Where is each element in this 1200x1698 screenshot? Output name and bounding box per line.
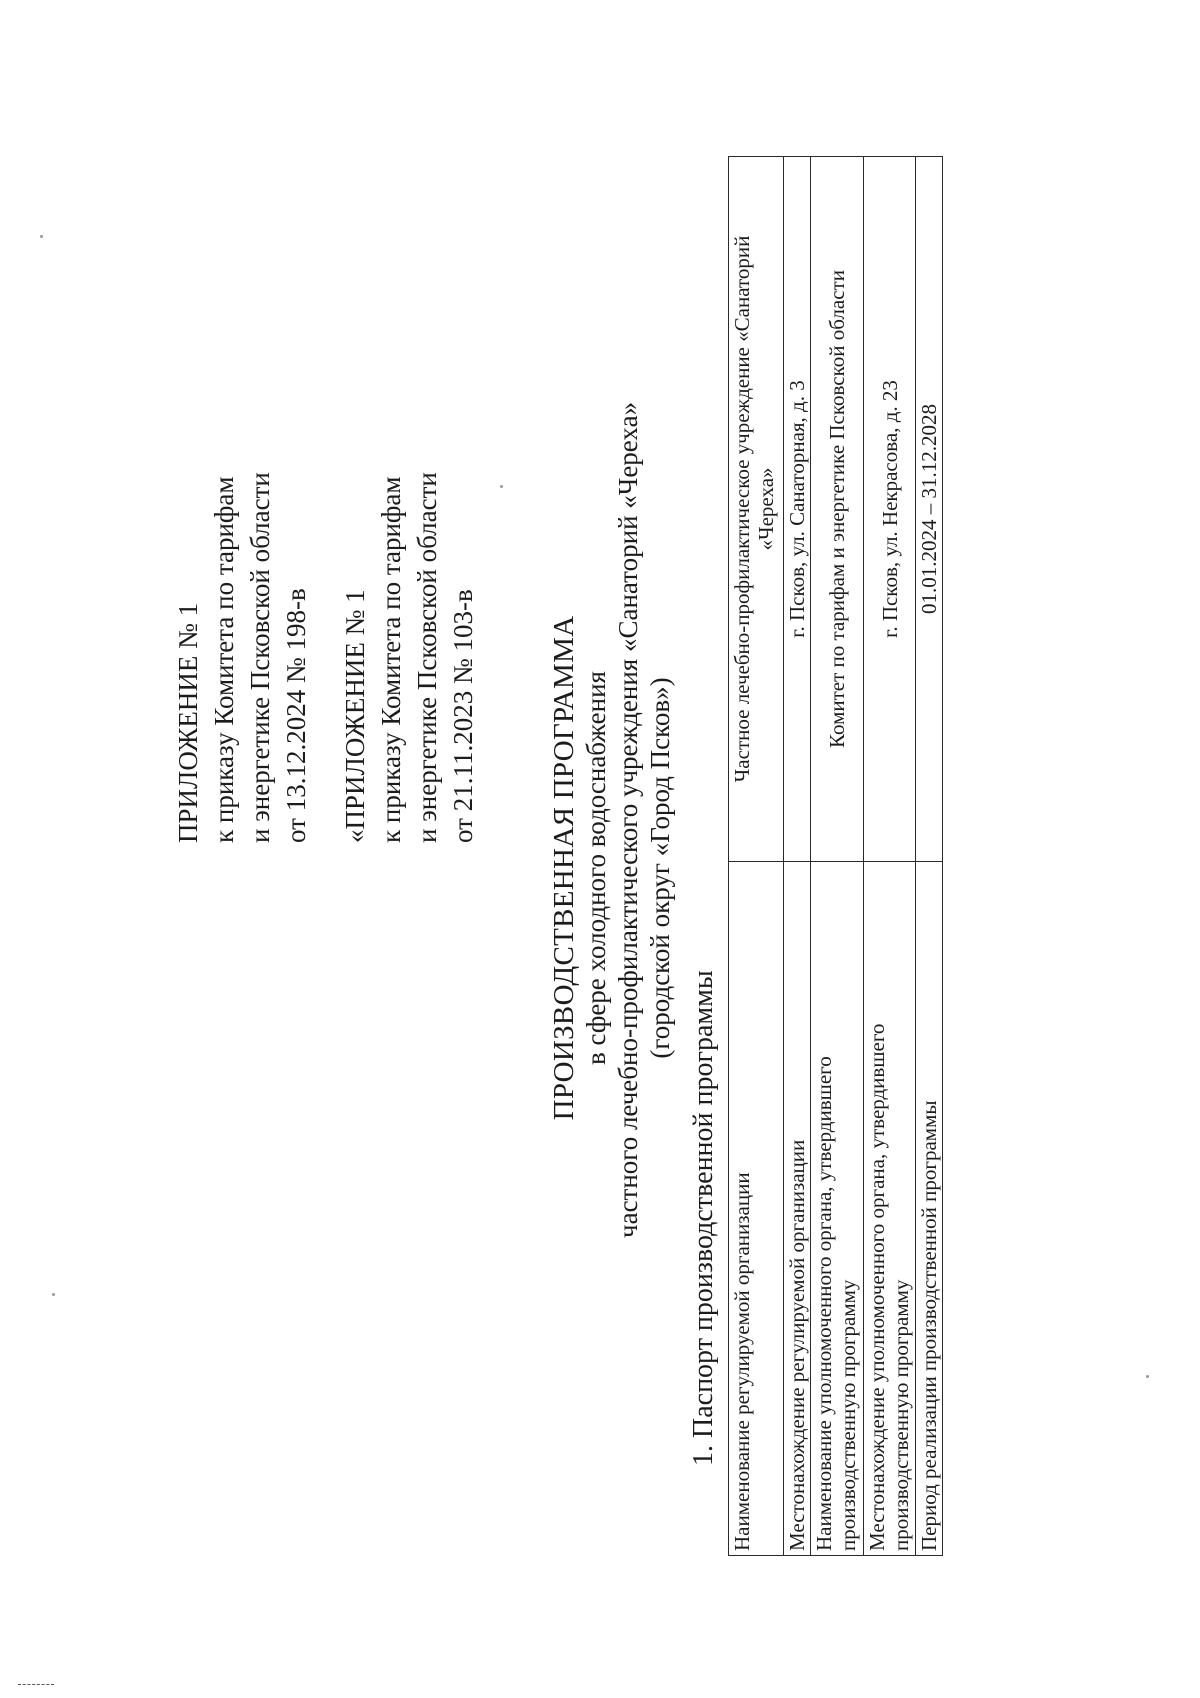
table-row [864, 157, 916, 1556]
appendix-order-line [373, 178, 409, 843]
word: по [209, 581, 239, 610]
table-cell-value [784, 157, 811, 862]
cell-text: Частное лечебно-профилактическое учреждение «Санаторий [730, 235, 754, 783]
word: Комитета [376, 616, 406, 726]
table-row [729, 157, 784, 1556]
cell-text: Местонахождение уполномоченного органа, утвердившего [865, 1023, 889, 1551]
word: тарифам [376, 476, 406, 576]
cell-text: Наименование регулируемой организации [730, 1172, 754, 1551]
cell-text: производственную программу [836, 1279, 860, 1551]
appendix-title: ПРИЛОЖЕНИЕ № 1 [173, 602, 203, 843]
word: приказу [209, 732, 239, 824]
document-subtitle-organization: частного лечебно-профилактического учреждения «Санаторий «Череха» [613, 401, 643, 1238]
table-row [811, 157, 864, 1556]
table-cell-label [916, 862, 943, 1556]
table-row [916, 157, 943, 1556]
table-cell-value [864, 157, 916, 862]
cell-text: Комитет по тарифам и энергетике Псковской области [825, 270, 849, 748]
appendix-authority-line: и энергетике Псковской области [245, 472, 275, 843]
word: к [209, 829, 239, 843]
table-cell-value [916, 157, 943, 862]
document-subtitle: в сфере холодного водоснабжения [581, 671, 611, 1065]
cell-text: г. Псков, ул. Санаторная, д. 3 [785, 380, 809, 638]
scan-speck [1146, 1375, 1149, 1378]
cell-text: 01.01.2024 – 31.12.2028 [917, 404, 941, 614]
table-cell-value [729, 157, 784, 862]
document-title-block [548, 401, 676, 1238]
scan-speck [500, 485, 503, 488]
cell-text: Местонахождение регулируемой организации [785, 1139, 809, 1551]
document-subtitle-locality: (городской округ «Город Псков») [645, 677, 675, 1059]
scan-speck [40, 235, 43, 238]
section-heading: 1. Паспорт производственной программы [688, 970, 719, 1466]
table-cell-label [784, 862, 811, 1556]
appendix-title: «ПРИЛОЖЕНИЕ № 1 [340, 589, 370, 843]
cell-text: производственную программу [889, 1279, 913, 1551]
scan-speck [52, 1293, 55, 1296]
cell-text: Период реализации производственной программы [917, 1100, 941, 1551]
page-edge-mark [18, 1684, 54, 1686]
table-cell-value [811, 157, 864, 862]
word: по [376, 581, 406, 610]
word: Комитета [209, 616, 239, 726]
document-title: ПРОИЗВОДСТВЕННАЯ ПРОГРАММА [548, 615, 580, 1121]
word: тарифам [209, 476, 239, 576]
table-cell-label [864, 862, 916, 1556]
appendix-order-date: от 21.11.2023 № 103-в [448, 589, 478, 843]
word: к [376, 829, 406, 843]
word: приказу [376, 732, 406, 824]
table-cell-label [729, 862, 784, 1556]
cell-text: Наименование уполномоченного органа, утвердившего [812, 1056, 836, 1551]
appendix-header-current [170, 178, 314, 843]
table-cell-label [811, 862, 864, 1556]
appendix-order-line [206, 178, 242, 843]
passport-table [728, 156, 943, 1556]
appendix-header-previous [337, 178, 481, 843]
appendix-authority-line: и энергетике Псковской области [412, 472, 442, 843]
appendix-order-date: от 13.12.2024 № 198-в [281, 588, 311, 843]
table-row [784, 157, 811, 1556]
cell-text: «Череха» [754, 467, 778, 551]
cell-text: г. Псков, ул. Некрасова, д. 23 [877, 380, 902, 638]
